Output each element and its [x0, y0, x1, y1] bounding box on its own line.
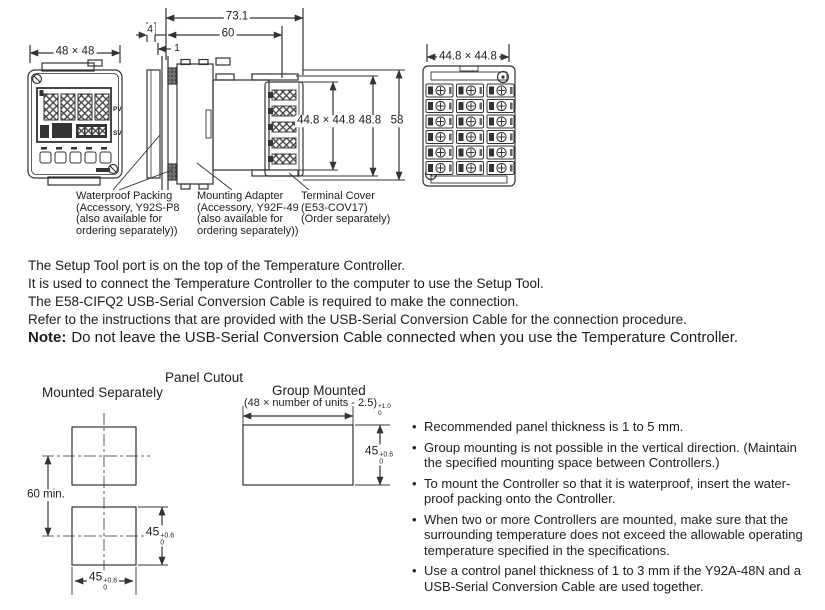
mounting-notes-list — [412, 419, 824, 599]
screw-icon — [33, 75, 42, 84]
spacing-dim: 60 min. — [27, 488, 65, 501]
side-behind-panel-dim: 60 — [221, 27, 235, 40]
setup-tool-port — [216, 58, 230, 65]
list-item: • Recommended panel thickness is 1 to 5 mm. — [412, 419, 684, 434]
bullet-icon: • — [412, 511, 417, 527]
list-item: • When two or more Controllers are mounted, make sure that the surrounding temperature does not exceed the allowable operating temperature specified in the specifications. — [412, 511, 803, 558]
cutout-height-dim: 45 +0.6 0 — [145, 524, 175, 547]
terminal-grid — [426, 84, 514, 175]
group-height-dim: 45 +0.6 0 — [364, 443, 394, 466]
callout-waterproof-packing: Waterproof Packing (Accessory, Y92S-P8 (also available for ordering separately)) — [76, 190, 180, 237]
setup-tool-line: Refer to the instructions that are provided with the USB-Serial Conversion Cable for the connection procedure. — [28, 312, 687, 327]
bullet-icon: • — [412, 475, 417, 491]
front-width-dim: 48 × 48 — [55, 45, 95, 58]
bullet-icon: • — [412, 563, 417, 578]
mounting-adapter-part — [177, 60, 213, 190]
pv-digit-display — [44, 94, 109, 120]
bullet-icon: • — [412, 419, 417, 434]
list-item: • Group mounting is not possible in the vertical direction. (Maintain the specified mounting space between Controllers.) — [412, 439, 797, 470]
waterproof-packing-part — [168, 68, 176, 180]
callout-mounting-adapter: Mounting Adapter (Accessory, Y92F-49 (also available for ordering separately)) — [197, 190, 299, 237]
note-text: Do not leave the USB-Serial Conversion Cable connected when you use the Temperature Controller. — [71, 329, 739, 346]
panel-cutout-title: Panel Cutout — [165, 370, 244, 385]
side-depth-dim: 73.1 — [225, 10, 249, 23]
back-dim: 44.8 × 44.8 — [439, 50, 497, 63]
setup-tool-line: The E58-CIFQ2 USB-Serial Conversion Cable is required to make the connection. — [28, 294, 519, 309]
bullet-icon: • — [412, 439, 417, 455]
note-prefix: Note: — [28, 329, 67, 346]
front-view — [28, 45, 122, 185]
sv-label: SV — [113, 130, 122, 137]
group-width-dim: (48 × number of units - 2.5) +1.0 0 — [244, 397, 391, 417]
sv-digit-display — [40, 123, 107, 138]
terminal-screws — [268, 90, 296, 164]
front-buttons — [40, 147, 111, 163]
setup-tool-note — [28, 330, 738, 345]
setup-tool-line: The Setup Tool port is on the top of the Temperature Controller. — [28, 258, 405, 273]
mounted-separately-label: Mounted Separately — [42, 385, 163, 400]
side-body-dim: 44.8 × 44.8 — [297, 114, 355, 127]
setup-tool-line: It is used to connect the Temperature Controller to the computer to use the Setup Tool. — [28, 276, 544, 291]
side-height-dim: 58 — [390, 114, 404, 127]
side-gap-dim: 1 — [174, 41, 180, 54]
cutout-width-dim: 45 +0.6 0 — [88, 569, 118, 592]
group-mounted-label: Group Mounted — [272, 383, 366, 398]
back-view — [423, 44, 515, 186]
side-cover-dim: 48.8 — [358, 114, 382, 127]
side-lip-dim: 4 — [147, 22, 153, 35]
pv-label: PV — [113, 106, 122, 113]
list-item: • Use a control panel thickness of 1 to 3 mm if the Y92A-48N and a USB-Serial Conversion Cable are used together. — [412, 563, 801, 594]
side-view — [136, 8, 405, 190]
callout-terminal-cover: Terminal Cover (E53-COV17) (Order separately) — [301, 190, 391, 225]
cutout-mounted-separately — [42, 413, 176, 595]
list-item: • To mount the Controller so that it is waterproof, insert the water- proof packing onto the Controller. — [412, 475, 791, 506]
